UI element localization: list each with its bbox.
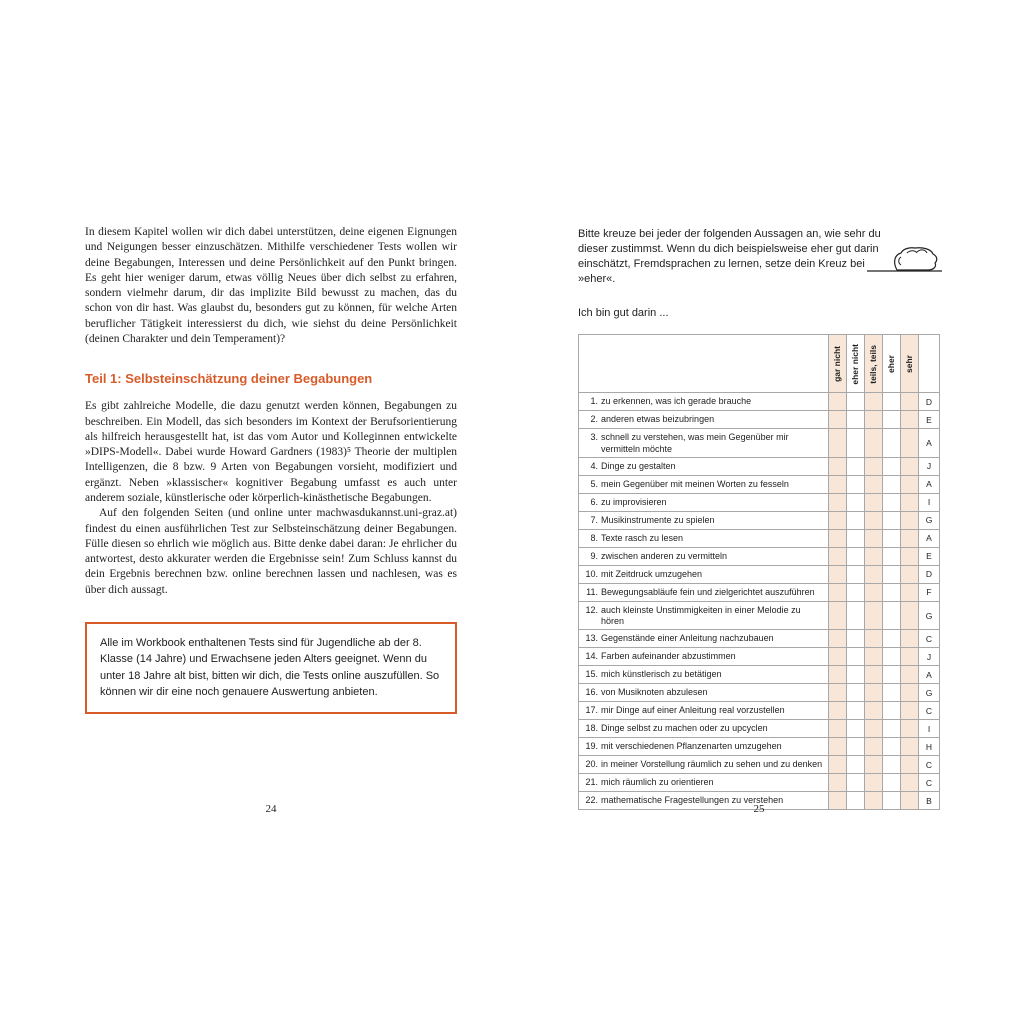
rating-cell-sehr[interactable] [901, 494, 919, 511]
rating-cell-sehr[interactable] [901, 630, 919, 647]
rating-cell-eher[interactable] [883, 630, 901, 647]
info-box [85, 622, 457, 714]
row-code: A [926, 533, 932, 544]
rating-cell-teils-teils[interactable] [865, 666, 883, 683]
statement-cell [579, 738, 829, 755]
row-code: G [925, 610, 933, 621]
code-header-cell [919, 335, 939, 392]
row-statement: Texte rasch zu lesen [601, 532, 684, 543]
row-number: 19. [585, 741, 598, 752]
rating-cell-eher[interactable] [883, 393, 901, 410]
table-row [579, 648, 939, 666]
rating-cell-gar-nicht[interactable] [829, 429, 847, 457]
row-code: H [925, 741, 933, 752]
rating-cell-sehr[interactable] [901, 702, 919, 719]
row-code: C [925, 759, 933, 770]
table-row [579, 630, 939, 648]
rating-cell-teils-teils[interactable] [865, 756, 883, 773]
rating-cell-teils-teils[interactable] [865, 720, 883, 737]
page-number-right: 25 [753, 803, 765, 815]
rating-cell-teils-teils[interactable] [865, 548, 883, 565]
row-statement: mit Zeitdruck umzugehen [601, 568, 703, 579]
rating-cell-gar-nicht[interactable] [829, 393, 847, 410]
rating-cell-eher-nicht[interactable] [847, 566, 865, 583]
info-box-text: Alle im Workbook enthaltenen Tests sind für Jugendliche ab der 8. Klasse (14 Jahre) und Erwachsene jeden Alters geeignet. Wenn du unter 18 Jahre alt bist, bitten wir dich, die Tests online auszufüllen. So können wir dir eine noch genauere Auswertung anbieten. [100, 636, 440, 699]
rating-cell-eher-nicht[interactable] [847, 648, 865, 665]
lead-in: Ich bin gut darin ... [578, 307, 669, 320]
rating-cell-sehr[interactable] [901, 720, 919, 737]
table-row [579, 512, 939, 530]
row-code: G [925, 515, 933, 526]
statement-cell [579, 411, 829, 428]
rating-cell-sehr[interactable] [901, 684, 919, 701]
ratings-table-header [579, 335, 939, 393]
row-code: C [925, 777, 933, 788]
row-number: 8. [590, 532, 598, 543]
row-number: 12. [585, 604, 598, 615]
table-row [579, 548, 939, 566]
row-code: E [926, 414, 932, 425]
col-header-teils-teils: teils, teils [868, 344, 879, 384]
table-row [579, 602, 939, 631]
col-header-eher: eher [886, 354, 897, 373]
rating-cell-sehr[interactable] [901, 756, 919, 773]
row-number: 21. [585, 777, 598, 788]
statement-cell [579, 393, 829, 410]
rating-cell-eher[interactable] [883, 684, 901, 701]
statement-cell [579, 429, 829, 457]
ratings-table-body [579, 393, 939, 809]
rating-cell-sehr[interactable] [901, 411, 919, 428]
row-statement: zu erkennen, was ich gerade brauche [601, 396, 752, 407]
rating-cell-teils-teils[interactable] [865, 648, 883, 665]
table-row [579, 429, 939, 458]
row-statement: mit verschiedenen Pflanzenarten umzugehen [601, 741, 782, 752]
rating-cell-gar-nicht[interactable] [829, 738, 847, 755]
rating-cell-teils-teils[interactable] [865, 584, 883, 601]
page-number-left: 24 [265, 803, 277, 815]
rating-cell-gar-nicht[interactable] [829, 411, 847, 428]
row-code: C [925, 705, 933, 716]
rating-cell-gar-nicht[interactable] [829, 720, 847, 737]
table-row [579, 738, 939, 756]
statement-cell [579, 476, 829, 493]
rating-cell-eher-nicht[interactable] [847, 530, 865, 547]
row-code: E [926, 551, 932, 562]
rating-cell-teils-teils[interactable] [865, 566, 883, 583]
rating-cell-sehr[interactable] [901, 458, 919, 475]
row-number: 11. [586, 586, 598, 597]
row-statement: auch kleinste Unstimmigkeiten in einer Melodie zu hören [601, 604, 801, 627]
statement-cell [579, 702, 829, 719]
row-statement: Farben aufeinander abzustimmen [601, 651, 736, 662]
row-code: B [926, 795, 932, 806]
col-header-sehr: sehr [904, 354, 915, 373]
rating-cell-gar-nicht[interactable] [829, 702, 847, 719]
statement-cell [579, 566, 829, 583]
col-header-eher-nicht: eher nicht [850, 343, 861, 385]
rating-cell-gar-nicht[interactable] [829, 566, 847, 583]
rating-cell-gar-nicht[interactable] [829, 584, 847, 601]
rating-cell-sehr[interactable] [901, 429, 919, 457]
statement-cell [579, 530, 829, 547]
table-row [579, 393, 939, 411]
rating-cell-teils-teils[interactable] [865, 458, 883, 475]
rating-cell-eher-nicht[interactable] [847, 411, 865, 428]
rating-cell-sehr[interactable] [901, 530, 919, 547]
statement-cell [579, 630, 829, 647]
row-number: 14. [585, 651, 598, 662]
rating-cell-gar-nicht[interactable] [829, 756, 847, 773]
rating-cell-eher[interactable] [883, 584, 901, 601]
right-page [578, 225, 940, 830]
row-statement: mein Gegenüber mit meinen Worten zu fesseln [601, 478, 789, 489]
rating-cell-eher[interactable] [883, 512, 901, 529]
rating-cell-eher-nicht[interactable] [847, 548, 865, 565]
row-code: A [926, 479, 932, 490]
statement-cell [579, 720, 829, 737]
row-code: D [925, 396, 933, 407]
rating-cell-eher-nicht[interactable] [847, 702, 865, 719]
rating-cell-eher-nicht[interactable] [847, 584, 865, 601]
rating-cell-sehr[interactable] [901, 476, 919, 493]
rating-cell-sehr[interactable] [901, 512, 919, 529]
rating-cell-sehr[interactable] [901, 602, 919, 630]
row-statement: zwischen anderen zu vermitteln [601, 550, 728, 561]
rating-cell-eher-nicht[interactable] [847, 774, 865, 791]
row-statement: Dinge selbst zu machen oder zu upcyclen [601, 723, 768, 734]
table-row [579, 774, 939, 792]
row-number: 10. [585, 568, 598, 579]
rating-cell-eher[interactable] [883, 476, 901, 493]
row-statement: mathematische Fragestellungen zu verstehen [601, 795, 784, 806]
row-number: 17. [585, 705, 598, 716]
row-number: 13. [585, 633, 598, 644]
statement-cell [579, 756, 829, 773]
rating-cell-teils-teils[interactable] [865, 602, 883, 630]
statement-cell [579, 458, 829, 475]
rating-cell-sehr[interactable] [901, 666, 919, 683]
row-code: I [927, 723, 931, 734]
row-code: J [926, 651, 932, 662]
row-statement: schnell zu verstehen, was mein Gegenüber mir vermitteln möchte [601, 432, 789, 454]
row-number: 6. [590, 496, 598, 507]
row-code: D [925, 569, 933, 580]
rating-cell-eher[interactable] [883, 720, 901, 737]
rating-cell-eher-nicht[interactable] [847, 512, 865, 529]
left-page [85, 225, 457, 830]
rating-cell-eher[interactable] [883, 530, 901, 547]
statement-cell [579, 774, 829, 791]
table-row [579, 702, 939, 720]
statement-cell [579, 494, 829, 511]
rating-cell-sehr[interactable] [901, 648, 919, 665]
rating-cell-eher[interactable] [883, 548, 901, 565]
table-row [579, 666, 939, 684]
rating-cell-gar-nicht[interactable] [829, 530, 847, 547]
rating-cell-gar-nicht[interactable] [829, 648, 847, 665]
table-row [579, 566, 939, 584]
rating-cell-sehr[interactable] [901, 584, 919, 601]
row-code: A [926, 438, 932, 449]
rating-cell-eher[interactable] [883, 411, 901, 428]
row-number: 3. [590, 432, 598, 443]
rating-cell-eher-nicht[interactable] [847, 429, 865, 457]
rating-cell-eher-nicht[interactable] [847, 666, 865, 683]
table-row [579, 756, 939, 774]
rating-cell-eher-nicht[interactable] [847, 458, 865, 475]
rating-cell-eher[interactable] [883, 702, 901, 719]
rating-cell-eher[interactable] [883, 666, 901, 683]
row-number: 22. [585, 795, 598, 806]
rating-cell-eher[interactable] [883, 648, 901, 665]
rating-cell-sehr[interactable] [901, 774, 919, 791]
row-statement: Musikinstrumente zu spielen [601, 514, 715, 525]
statement-cell [579, 512, 829, 529]
row-number: 7. [590, 514, 598, 525]
rating-cell-teils-teils[interactable] [865, 411, 883, 428]
instructions: Bitte kreuze bei jeder der folgenden Aussagen an, wie sehr du dieser zustimmst. Wenn du dich beispielsweise eher gut darin einschätzt, Fremdsprachen zu lernen, setze dein Kreuz bei »eher«. [578, 228, 881, 285]
fist-illustration [867, 243, 942, 283]
table-row [579, 476, 939, 494]
rating-cell-gar-nicht[interactable] [829, 684, 847, 701]
row-statement: mich räumlich zu orientieren [601, 777, 714, 788]
rating-cell-gar-nicht[interactable] [829, 666, 847, 683]
rating-cell-eher-nicht[interactable] [847, 630, 865, 647]
rating-cell-eher[interactable] [883, 602, 901, 630]
rating-cell-teils-teils[interactable] [865, 429, 883, 457]
col-header-gar-nicht: gar nicht [832, 345, 843, 382]
rating-cell-eher[interactable] [883, 738, 901, 755]
statement-cell [579, 666, 829, 683]
rating-cell-eher-nicht[interactable] [847, 738, 865, 755]
row-statement: von Musiknoten abzulesen [601, 687, 708, 698]
ratings-table [578, 334, 940, 810]
row-number: 2. [590, 414, 598, 425]
table-row [579, 530, 939, 548]
row-statement: in meiner Vorstellung räumlich zu sehen und zu denken [601, 759, 823, 770]
rating-cell-teils-teils[interactable] [865, 476, 883, 493]
rating-cell-eher-nicht[interactable] [847, 494, 865, 511]
intro-paragraph: In diesem Kapitel wollen wir dich dabei unterstützen, deine eigenen Eignungen und Neigungen besser einzuschätzen. Mithilfe verschiedener Tests wollen wir deine Begabungen, Interessen und deine Persönlichkeit auf den Punkt bringen. Es geht hier weniger darum, etwas völlig Neues über dich selbst zu erfahren, sondern vielmehr darum, dir das implizite Bild bewusst zu machen, das du schon von dir hast. Was glaubst du, besonders gut zu können, für welche Arten beruflicher Tätigkeit interessierst du dich, wie siehst du deine Persönlichkeit (deinen Charakter und dein Temperament)? [85, 226, 457, 345]
row-statement: Bewegungsabläufe fein und zielgerichtet auszuführen [601, 586, 815, 597]
rating-cell-sehr[interactable] [901, 393, 919, 410]
rating-cell-teils-teils[interactable] [865, 530, 883, 547]
row-code: C [925, 633, 933, 644]
table-row [579, 411, 939, 429]
row-number: 15. [585, 669, 598, 680]
row-number: 18. [585, 723, 598, 734]
table-row [579, 720, 939, 738]
rating-cell-gar-nicht[interactable] [829, 774, 847, 791]
row-number: 20. [585, 759, 598, 770]
rating-cell-teils-teils[interactable] [865, 630, 883, 647]
statement-cell [579, 602, 829, 630]
rating-cell-eher[interactable] [883, 566, 901, 583]
rating-cell-gar-nicht[interactable] [829, 476, 847, 493]
row-code: J [926, 461, 932, 472]
rating-cell-teils-teils[interactable] [865, 738, 883, 755]
rating-cell-gar-nicht[interactable] [829, 458, 847, 475]
row-number: 16. [585, 687, 598, 698]
table-row [579, 584, 939, 602]
rating-cell-gar-nicht[interactable] [829, 602, 847, 630]
rating-cell-gar-nicht[interactable] [829, 630, 847, 647]
row-number: 5. [590, 478, 598, 489]
rating-cell-teils-teils[interactable] [865, 512, 883, 529]
table-row [579, 494, 939, 512]
rating-cell-eher-nicht[interactable] [847, 476, 865, 493]
row-statement: Dinge zu gestalten [601, 460, 676, 471]
row-number: 9. [590, 550, 598, 561]
rating-cell-eher[interactable] [883, 429, 901, 457]
rating-cell-sehr[interactable] [901, 566, 919, 583]
rating-cell-teils-teils[interactable] [865, 494, 883, 511]
test-paragraph: Auf den folgenden Seiten (und online unter machwasdukannst.uni-graz.at) findest du einen ausführlichen Test zur Selbsteinschätzung deiner Begabungen. Fülle diesen so ehrlich wie möglich aus. Bitte denke dabei daran: Je ehrlicher du antwortest, desto akkurater werden die Ergebnisse sein! Zum Schluss kannst du dein Ergebnis berechnen bzw. online berechnen lassen und nachlesen, was es über dich aussagt. [85, 507, 457, 596]
row-statement: mir Dinge auf einer Anleitung real vorzustellen [601, 705, 785, 716]
row-code: F [926, 587, 932, 598]
statement-cell [579, 648, 829, 665]
rating-cell-eher[interactable] [883, 774, 901, 791]
rating-cell-eher-nicht[interactable] [847, 602, 865, 630]
rating-cell-gar-nicht[interactable] [829, 548, 847, 565]
row-statement: anderen etwas beizubringen [601, 414, 715, 425]
rating-cell-eher-nicht[interactable] [847, 756, 865, 773]
rating-cell-teils-teils[interactable] [865, 684, 883, 701]
rating-cell-teils-teils[interactable] [865, 774, 883, 791]
rating-cell-eher-nicht[interactable] [847, 393, 865, 410]
rating-cell-gar-nicht[interactable] [829, 512, 847, 529]
statement-cell [579, 548, 829, 565]
rating-cell-teils-teils[interactable] [865, 393, 883, 410]
rating-cell-sehr[interactable] [901, 738, 919, 755]
row-code: G [925, 687, 933, 698]
row-number: 1. [590, 396, 598, 407]
statement-cell [579, 584, 829, 601]
statement-header-cell [579, 335, 829, 392]
section-heading: Teil 1: Selbsteinschätzung deiner Begabungen [85, 371, 373, 387]
table-row [579, 684, 939, 702]
row-statement: mich künstlerisch zu betätigen [601, 669, 722, 680]
instructions-row [578, 227, 940, 286]
models-paragraph: Es gibt zahlreiche Modelle, die dazu genutzt werden können, Begabungen zu beschreiben. Ein Modell, das sich besonders im Kontext der Berufsorientierung als hilfreich herausgestellt hat, ist das vom Autor und Kolleginnen entwickelte »DIPS-Modell«. Dabei wurde Howard Gardners (1983)⁵ Theorie der multiplen Intelligenzen, die 8 bzw. 9 Arten von Begabungen vorsieht, modifiziert und ergänzt. Neben »klassischer« kognitiver Begabung umfasst es auch unter anderem soziale, künstlerische oder körperlich-kinästhetische Begabungen. [85, 400, 457, 504]
row-statement: zu improvisieren [601, 496, 667, 507]
rating-cell-eher-nicht[interactable] [847, 720, 865, 737]
rating-cell-eher[interactable] [883, 756, 901, 773]
rating-cell-eher[interactable] [883, 494, 901, 511]
row-statement: Gegenstände einer Anleitung nachzubauen [601, 633, 774, 644]
rating-cell-gar-nicht[interactable] [829, 494, 847, 511]
table-row [579, 458, 939, 476]
row-number: 4. [590, 460, 598, 471]
rating-cell-teils-teils[interactable] [865, 702, 883, 719]
rating-cell-sehr[interactable] [901, 548, 919, 565]
row-code: A [926, 669, 932, 680]
rating-cell-eher-nicht[interactable] [847, 684, 865, 701]
row-code: I [927, 497, 931, 508]
rating-cell-eher[interactable] [883, 458, 901, 475]
statement-cell [579, 684, 829, 701]
